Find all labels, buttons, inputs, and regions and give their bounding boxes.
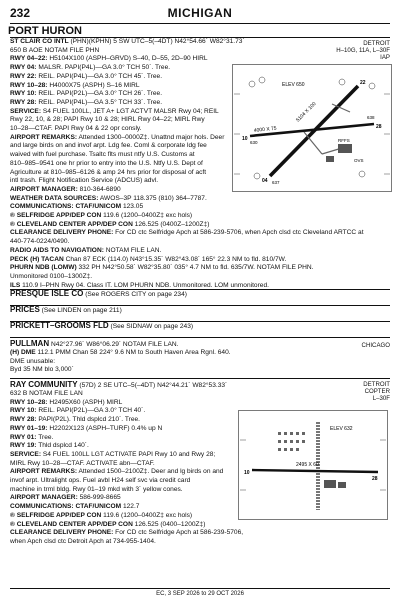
port-huron-line: ILS 110.9 I–PHN Rwy 04. Class IT. LOM PHURN NDB. Unmonitored. LOM unmonitored. (10, 281, 269, 289)
ray-line: MIRL Rwy 10–28—CTAF. ACTIVATE abn—CTAF. (10, 459, 155, 467)
diagram1-rwy28: 28 (376, 124, 382, 130)
port-huron-line: RWY 28: REIL. PAPI(P4L)—GA 3.5° TCH 33´. Tree. (10, 98, 163, 106)
port-huron-line: RWY 10: REIL. PAPI(P2L)—GA 3.0° TCH 26´. Tree. (10, 90, 163, 98)
port-huron-line: Rwy 22, 10, & 28; PAPI Rwy 10 & 28; HIRL Rwy 04–22; MIRL Rwy (10, 116, 205, 124)
ray-line: invof arpt. Ultralight ops. Fuel avbl H24 self svc via credit card (10, 477, 191, 485)
ray-terminal (324, 480, 336, 488)
airport-diagram-ray (238, 410, 388, 520)
diagram1-elev-637: 637 (272, 180, 280, 185)
port-huron-line: ® SELFRIDGE APP/DEP CON 119.6 (1200–0400Z‡ exc hols) (10, 212, 193, 220)
ray-line: RWY 19: Thld dsplcd 140´. (10, 442, 89, 450)
port-huron-line: CLEARANCE DELIVERY PHONE: For CD ctc Selfridge Apch at 586-239-5706, when Apch clsd ctc Cleveland ARTCC at (10, 229, 364, 237)
ray-line: RWY 10–28: H2495X60 (ASPH) MIRL (10, 398, 123, 406)
diagram1-elev: ELEV 650 (282, 82, 305, 88)
pullman-line: DME unusable: (10, 357, 56, 365)
port-huron-line: RWY 22: REIL. PAPI(P4L)—GA 3.0° TCH 45´. Tree. (10, 72, 163, 80)
runway-10-28-ray (252, 470, 378, 472)
ray-line: RWY 01: Tree. (10, 433, 54, 441)
pullman-line: (H) DME 112.1 PMM Chan 58 224° 9.6 NM to South Haven Area Rgnl. 640. (10, 349, 231, 356)
port-huron-line: waived with fuel purchase. Tsaltc flts must ntfy U.S. Customs at (10, 151, 195, 159)
ray-line: AIRPORT REMARKS: Attended 1500–2100Z‡. Deer and lg birds on and (10, 468, 224, 476)
state-title: MICHIGAN (167, 6, 233, 20)
port-huron-line: AIRPORT MANAGER: 810-364-6890 (10, 185, 121, 193)
diagram1-rwy-04-22-dims: 5104 X 100 (295, 101, 318, 124)
prices-entry: PRICES (See LINDEN on page 211) (10, 305, 122, 314)
terminal-building (338, 144, 352, 153)
ray-line: machine in trml bldg. Rwy 01–19 mkd with 3´ yellow cones. (10, 485, 183, 493)
city-heading-port-huron: PORT HURON (8, 25, 82, 37)
port-huron-line: AIRPORT REMARKS: Attended 1300–0000Z‡. Unattnd major hols. Deer (10, 133, 225, 141)
port-huron-line: and large birds on and invof arpt. Ldg fee. Coml & corporate ldg fee (10, 142, 207, 150)
diagram1-rwy-10-28-dims: 4000 X 75 (253, 125, 277, 134)
diagram1-elev-638: 638 (367, 115, 375, 120)
ray-line: ® CLEVELAND CENTER APP/DEP CON 126.525 (0400–1200Z‡) (10, 520, 206, 528)
port-huron-line: COMMUNICATIONS: CTAF/UNICOM 123.05 (10, 203, 144, 211)
ray-header: RAY COMMUNITY (57D) 2 SE UTC–5(–4DT) N42°44.21´ W82°53.33´ (10, 380, 228, 389)
port-huron-line: PECK (H) TACAN Chan 87 ECK (114.0) N43°15.35´ W82°43.08´ 165° 22.3 NM to fld. 810/7W. (10, 255, 287, 263)
port-huron-line: RWY 04–22: H5104X100 (ASPH–GRVD) S–40, D–55, 2D–90 HIRL (10, 55, 208, 63)
ray-line: RWY 10: REIL. PAPI(P2L)—GA 3.0° TCH 40´. (10, 407, 146, 415)
ray-line: RWY 01–19: H2202X123 (ASPH–TURF) 0.4% up N (10, 424, 163, 432)
diagram1-rwy22: 22 (360, 80, 366, 86)
airport-diagram-st-clair (232, 64, 392, 192)
ray-chart-refs: DETROIT COPTER L–30F (363, 381, 390, 402)
pullman-line: Byd 35 NM blo 3,000´ (10, 366, 74, 374)
diagram1-rwy04: 04 (262, 178, 268, 184)
pullman-chart-ref: CHICAGO (361, 342, 390, 349)
port-huron-line: ® CLEVELAND CENTER APP/DEP CON 126.525 (0400Z–1200Z‡) (10, 220, 210, 228)
ray-entry (10, 390, 243, 547)
diagram2-rwy28: 28 (372, 476, 378, 482)
diagram1-rffs: RFFS (338, 138, 350, 143)
presque-isle-entry: PRESQUE ISLE CO (See ROGERS CITY on page 234) (10, 289, 187, 298)
port-huron-line: 810–985–9541 one hr prior to entry into the U.S. Ntfy U.S. Dept of (10, 159, 203, 167)
rule-ray (10, 378, 390, 379)
diagram1-elev-630: 630 (250, 140, 258, 145)
prickett-entry: PRICKETT–GROOMS FLD (See SIDNAW on page 243) (10, 321, 194, 330)
port-huron-line: Agriculture at 810–985–6126 & amp 24 hrs prior for disposal of acft (10, 168, 207, 176)
ray-line: SERVICE: S4 FUEL 100LL LGT ACTIVATE PAPI Rwy 10 and Rwy 28; (10, 450, 216, 458)
ray-line: 632 B NOTAM FILE LAN (10, 390, 83, 397)
port-huron-chart-refs: DETROIT H–10G, 11A, L–30F IAP (336, 40, 390, 61)
port-huron-line: RWY 04: MALSR. PAPI(P4L)—GA 3.0° TCH 50´. Tree. (10, 64, 171, 72)
ray-line: ® SELFRIDGE APP/DEP CON 119.6 (1200–0400Z‡ exc hols) (10, 511, 193, 519)
port-huron-line: 650 B AOE NOTAM FILE PHN (10, 46, 100, 54)
footer-effective-dates: EC, 3 SEP 2026 to 29 OCT 2026 (156, 591, 244, 597)
port-huron-line: PHURN NDB (LOMW) 332 PH N42°50.58´ W82°35.80´ 035° 4.7 NM to fld. 635/7W. NOTAM FILE PHN. (10, 264, 314, 272)
header-rule (10, 23, 390, 24)
ray-line: CLEARANCE DELIVERY PHONE: For CD ctc Selfridge Apch at 586-239-5706, (10, 529, 244, 537)
page-number: 232 (10, 6, 31, 20)
port-huron-line: SERVICE: S4 FUEL 100LL, JET A+ LGT ACTVT MALSR Rwy 04; REIL (10, 107, 219, 115)
port-huron-line: Unmonitored 0100–1300Z‡. (10, 272, 93, 280)
rule-pullman (10, 337, 390, 338)
diagram1-rwy10: 10 (242, 136, 248, 142)
port-huron-line: WEATHER DATA SOURCES: AWOS–3P 118.375 (810) 364–7787. (10, 194, 207, 202)
pullman-entry (10, 349, 231, 375)
hangar-rows (278, 432, 305, 451)
ray-line: RWY 28: PAPI(P2L). Thld dsplcd 210´. Tree. (10, 416, 140, 424)
port-huron-line: 10–28—CTAF. PAPI Rwy 04 & 22 opr consly. (10, 125, 142, 133)
port-huron-line: ST CLAIR CO INTL (PHN)(KPHN) 5 SW UTC–5(–4DT) N42°54.66´ W82°31.73´ (10, 38, 245, 45)
diagram1-ovs: OVS (354, 158, 364, 163)
footer-rule (10, 588, 390, 589)
port-huron-line: RWY 10–28: H4000X75 (ASPH) S–16 MIRL (10, 81, 140, 89)
diagram2-rwy-dims: 2495 X 60 (296, 462, 319, 468)
port-huron-line: intl trash. Flight Notification Service (ADCUS) advl. (10, 177, 159, 185)
ray-line: when Apch clsd ctc Detroit Apch at 734-955-1404. (10, 537, 156, 545)
port-huron-line: 440-774-0224/0490. (10, 238, 70, 246)
pullman-header: PULLMAN N42°27.96´ W86°06.29´ NOTAM FILE LAN. (10, 339, 179, 348)
diagram2-elev: ELEV 632 (330, 426, 353, 432)
diagram2-rwy10: 10 (244, 470, 250, 476)
ray-line: COMMUNICATIONS: CTAF/UNICOM 122.7 (10, 503, 140, 511)
ray-line: AIRPORT MANAGER: 586-999-8665 (10, 494, 121, 502)
port-huron-line: RADIO AIDS TO NAVIGATION: NOTAM FILE LAN. (10, 246, 162, 254)
